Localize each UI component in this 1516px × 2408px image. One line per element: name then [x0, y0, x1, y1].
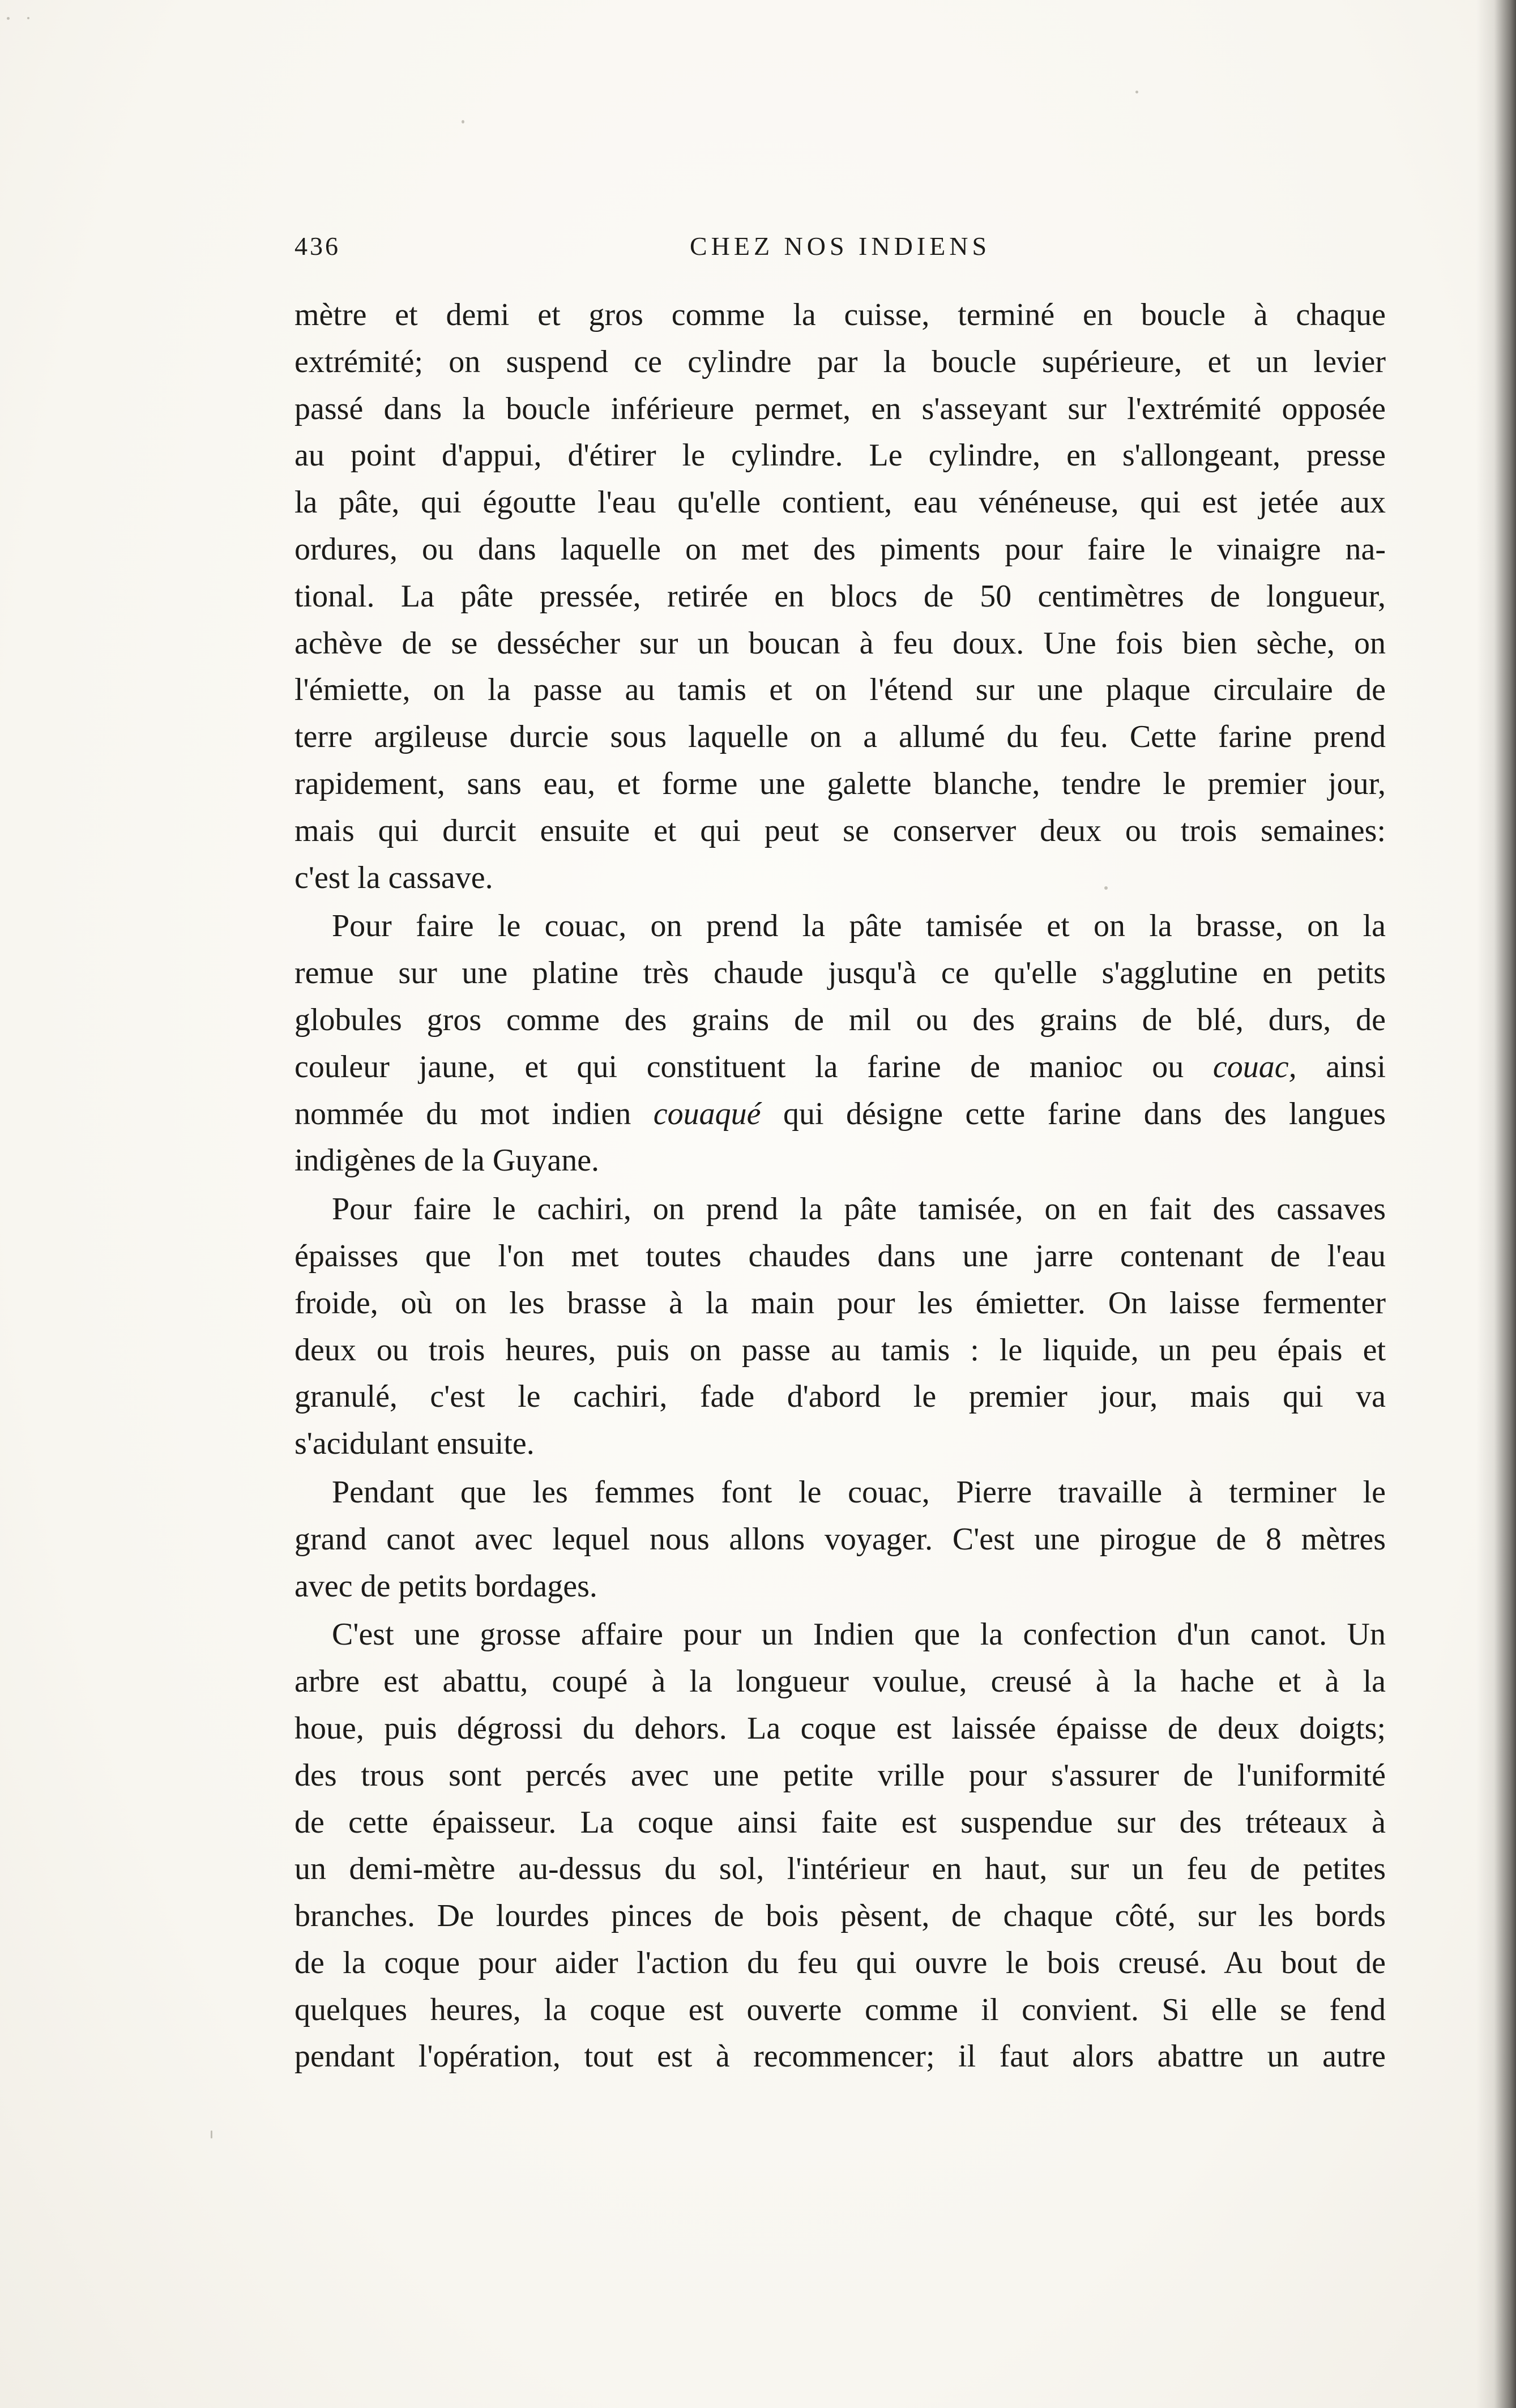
text-line: tional. La pâte pressée, retirée en blocs de 50 centimètres de longueur, — [294, 578, 1386, 614]
text-line: au point d'appui, d'étirer le cylindre. Le cylindre, en s'allongeant, presse — [294, 438, 1386, 473]
text-line: des trous sont percés avec une petite vrille pour s'assurer de l'uniformité — [294, 1757, 1386, 1793]
text-line: grand canot avec lequel nous allons voyager. C'est une pirogue de 8 mètres — [294, 1521, 1386, 1557]
text-line: globules gros comme des grains de mil ou des grains de blé, durs, de — [294, 1002, 1386, 1038]
text-line: froide, où on les brasse à la main pour les émietter. On laisse fermenter — [294, 1285, 1386, 1321]
italic-term: couac, — [1212, 1049, 1297, 1085]
text-line: l'émiette, on la passe au tamis et on l'étend sur une plaque circulaire de — [294, 672, 1386, 708]
text-line: C'est une grosse affaire pour un Indien que la confection d'un canot. Un — [332, 1617, 1386, 1653]
text-line: mais qui durcit ensuite et qui peut se conserver deux ou trois semaines: — [294, 813, 1386, 848]
text-line: mètre et demi et gros comme la cuisse, terminé en boucle à chaque — [294, 297, 1386, 332]
body-text — [294, 292, 1386, 2080]
text-line: s'acidulant ensuite. — [294, 1426, 535, 1462]
text-line: rapidement, sans eau, et forme une galette blanche, tendre le premier jour, — [294, 766, 1386, 801]
running-header — [294, 231, 1386, 265]
text-line: achève de se dessécher sur un boucan à feu doux. Une fois bien sèche, on — [294, 625, 1386, 661]
page-number: 436 — [294, 232, 340, 261]
text-line: granulé, c'est le cachiri, fade d'abord le premier jour, mais qui va — [294, 1379, 1386, 1415]
running-title: CHEZ NOS INDIENS — [689, 232, 991, 261]
text-line: passé dans la boucle inférieure permet, en s'asseyant sur l'extrémité opposée — [294, 391, 1386, 426]
text-line: Pour faire le cachiri, on prend la pâte tamisée, on en fait des cassaves — [332, 1192, 1386, 1227]
page-edge-shadow — [1476, 0, 1516, 2408]
text-line: un demi-mètre au-dessus du sol, l'intérieur en haut, sur un feu de petites — [294, 1851, 1386, 1887]
text-line: deux ou trois heures, puis on passe au tamis : le liquide, un peu épais et — [294, 1332, 1386, 1368]
text-line: remue sur une platine très chaude jusqu'à ce qu'elle s'agglutine en petits — [294, 955, 1386, 991]
text-line: extrémité; on suspend ce cylindre par la boucle supérieure, et un levier — [294, 344, 1386, 379]
paper-speck — [27, 17, 29, 19]
text-line: de cette épaisseur. La coque ainsi faite est suspendue sur des tréteaux à — [294, 1804, 1386, 1840]
text-line: avec de petits bordages. — [294, 1568, 597, 1604]
text-line: houe, puis dégrossi du dehors. La coque est laissée épaisse de deux doigts; — [294, 1710, 1386, 1746]
text-line: terre argileuse durcie sous laquelle on a allumé du feu. Cette farine prend — [294, 719, 1386, 755]
text-line: Pendant que les femmes font le couac, Pierre travaille à terminer le — [332, 1474, 1386, 1510]
paper-speck — [211, 2131, 212, 2138]
text-line: quelques heures, la coque est ouverte comme il convient. Si elle se fend — [294, 1992, 1386, 2027]
text-line: couleur jaune, et qui constituent la farine de manioc ou couac, ainsi — [294, 1049, 1386, 1085]
paper-speck — [1135, 91, 1138, 93]
text-line: Pour faire le couac, on prend la pâte tamisée et on la brasse, on la — [332, 908, 1386, 944]
text-line: ordures, ou dans laquelle on met des piments pour faire le vinaigre na- — [294, 531, 1386, 567]
text-line: c'est la cassave. — [294, 860, 493, 895]
text-line: la pâte, qui égoutte l'eau qu'elle contient, eau vénéneuse, qui est jetée aux — [294, 485, 1386, 520]
text-line: branches. De lourdes pinces de bois pèsent, de chaque côté, sur les bords — [294, 1898, 1386, 1934]
text-line: de la coque pour aider l'action du feu qui ouvre le bois creusé. Au bout de — [294, 1945, 1386, 1980]
text-line: épaisses que l'on met toutes chaudes dans une jarre contenant de l'eau — [294, 1238, 1386, 1274]
text-line: nommée du mot indien couaqué qui désigne cette farine dans des langues — [294, 1096, 1386, 1132]
italic-term: couaqué — [653, 1096, 761, 1132]
paper-speck — [7, 17, 10, 20]
text-line: arbre est abattu, coupé à la longueur voulue, creusé à la hache et à la — [294, 1664, 1386, 1700]
paper-speck — [462, 120, 464, 123]
text-line: indigènes de la Guyane. — [294, 1143, 600, 1179]
text-line: pendant l'opération, tout est à recommencer; il faut alors abattre un autre — [294, 2039, 1386, 2074]
